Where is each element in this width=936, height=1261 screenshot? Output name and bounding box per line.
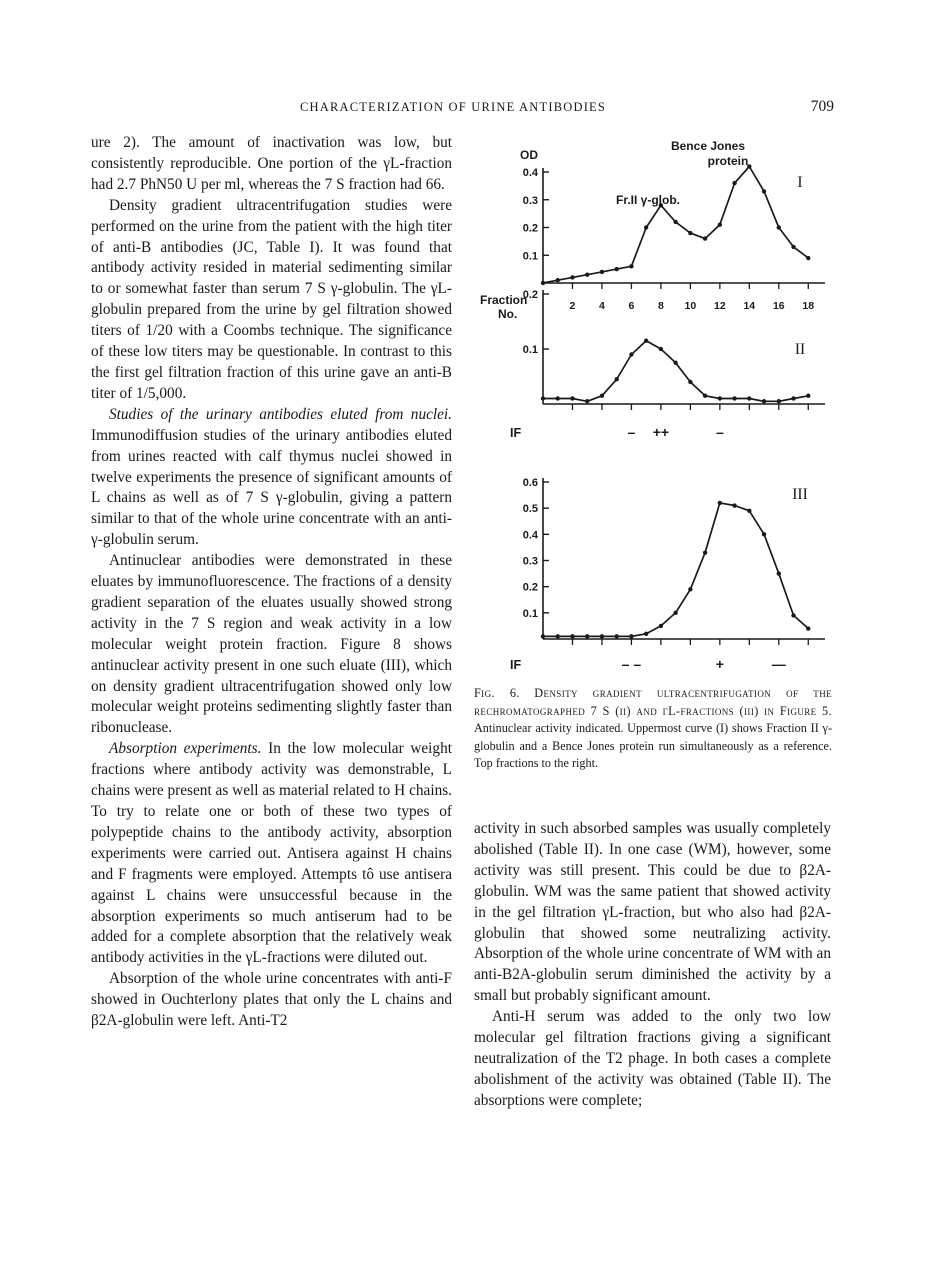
data-point (718, 396, 722, 400)
x-tick-label: 10 (684, 300, 697, 312)
paragraph-text: Absorption of the whole urine concentrates with anti-F showed in Ouchterlony plates that only the L chains and β2A-globulin were left. Anti-T2 (91, 970, 452, 1030)
data-point (614, 377, 618, 381)
data-point (718, 223, 722, 227)
x-tick-label: 18 (802, 300, 815, 312)
paragraph-text: Immunodiffusion studies of the urinary antibodies eluted from urines reacted with calf thymus nuclei showed in twelve experiments the presence of significant amounts of L chains as well as of 7 S γ-globulin, giving a pattern similar to that of the whole urine concentrate with an anti-γ-globulin serum. (91, 426, 452, 549)
page-header (90, 100, 834, 122)
section-heading: Absorption experiments. (109, 740, 262, 758)
data-point (777, 399, 781, 403)
data-point (688, 231, 692, 235)
data-point (791, 245, 795, 249)
y-tick-label: 0.4 (522, 167, 538, 179)
paragraph-text: Density gradient ultracentrifugation studies were performed on the urine from the patient with the high titer of anti-B antibodies (JC, Table I). It was found that antibody activity resided in material sedimenting similar to or somewhat faster than serum 7 S γ-globulin. The γL-globulin prepared from the urine by gel filtration showed titers of 1/20 with a Coombs technique. The significance of these low titers may be questionable. In contrast to this the first gel filtration fraction of this urine gave an anti-B titer of 1/5,000. (91, 196, 452, 402)
y-axis-title: OD (520, 148, 538, 162)
y-tick-label: 0.3 (522, 194, 538, 207)
y-tick-label: 0.1 (522, 607, 538, 620)
data-point (703, 236, 707, 240)
data-point (777, 571, 781, 575)
section-heading: Studies of the urinary antibodies eluted from nuclei. (109, 405, 452, 423)
y-tick-label: 0.3 (522, 555, 538, 568)
data-point (806, 394, 810, 398)
activity-marker: – – (621, 656, 642, 672)
series-line (543, 167, 808, 284)
figure-6 (470, 132, 832, 687)
activity-marker: ++ (652, 424, 670, 440)
paragraph-text: Anti-H serum was added to the only two low molecular gel filtration fractions giving a significant neutralization of the T2 phage. In both cases a complete abolishment of the activity was obtained (Table II). The absorptions were complete; (474, 1008, 831, 1109)
data-point (673, 220, 677, 224)
running-title: CHARACTERIZATION OF URINE ANTIBODIES (300, 100, 607, 114)
y-tick-label: 0.2 (522, 581, 538, 594)
y-tick-label: 0.6 (522, 477, 538, 489)
data-point (703, 550, 707, 554)
data-point (659, 347, 663, 351)
series-line (543, 503, 808, 637)
x-tick-label: 16 (772, 300, 785, 312)
activity-marker: + (715, 656, 724, 672)
caption-title: Density gradient ultracentrifugation of the rechromatographed 7 S (ii) and γL-fractions (iii) in Figure 5. (474, 686, 832, 718)
y-tick-label: 0.2 (522, 289, 538, 301)
right-column (474, 819, 831, 1112)
page-number: 709 (810, 98, 834, 115)
right-paragraph (474, 1007, 831, 1112)
data-point (688, 380, 692, 384)
data-point (629, 264, 633, 268)
data-point (570, 634, 574, 638)
y-tick-label: 0.1 (522, 344, 538, 356)
data-point (585, 399, 589, 403)
figure-caption (474, 685, 832, 773)
paragraph-text: ure 2). The amount of inactivation was low, but consistently reproducible. One portion of the γL-fraction had 2.7 PhN50 U per ml, whereas the 7 S fraction had 66. (91, 134, 452, 193)
caption-label: Fig. 6. (474, 686, 520, 700)
activity-marker: — (771, 656, 786, 672)
y-tick-label: 0.1 (522, 250, 538, 263)
data-point (644, 225, 648, 229)
density-gradient-chart (470, 132, 832, 682)
series-line (543, 341, 808, 402)
left-paragraph (91, 405, 452, 551)
data-point (629, 352, 633, 356)
left-paragraph (91, 551, 452, 739)
data-point (673, 361, 677, 365)
data-point (791, 396, 795, 400)
data-point (732, 396, 736, 400)
y-tick-label: 0.2 (522, 222, 538, 235)
data-point (585, 272, 589, 276)
data-point (659, 624, 663, 628)
data-point (644, 632, 648, 636)
activity-marker: – (627, 424, 636, 440)
data-point (791, 613, 795, 617)
data-point (600, 270, 604, 274)
left-paragraph (91, 739, 452, 969)
right-paragraph (474, 819, 831, 1007)
annotation-label: Fr.II γ-glob. (616, 193, 681, 207)
data-point (718, 501, 722, 505)
data-point (762, 189, 766, 193)
paragraph-text: Antinuclear antibodies were demonstrated in these eluates by immunofluorescence. The fractions of a density gradient separation of the eluates usually showed strong activity in the 7 S region and weak activity in a low molecular weight protein fraction. Figure 8 shows antinuclear activity present in one such eluate (III), which on density gradient ultracentrifugation showed only low molecular weight proteins sedimenting slightly faster than ribonuclease. (91, 552, 452, 737)
x-tick-label: 12 (713, 300, 726, 312)
data-point (629, 634, 633, 638)
x-tick-label: 6 (628, 300, 635, 312)
paragraph-text: activity in such absorbed samples was usually completely abolished (Table II). In one case (WM), however, some activity was still present. This could be due to β2A-globulin. WM was the same patient that showed activity in the gel filtration γL-fraction, but who also had β2A-globulin that showed some neutralizing activity. Absorption of the whole urine concentrate of WM with an anti-B2A-globulin serum diminished the activity by a small but probably significant amount. (474, 820, 831, 1005)
data-point (570, 396, 574, 400)
x-tick-label: 14 (743, 300, 756, 312)
data-point (600, 394, 604, 398)
activity-row-label: IF (510, 658, 522, 672)
left-paragraph (91, 196, 452, 405)
data-point (806, 256, 810, 260)
data-point (806, 626, 810, 630)
data-point (777, 225, 781, 229)
y-tick-label: 0.4 (522, 529, 538, 542)
data-point (614, 267, 618, 271)
data-point (585, 634, 589, 638)
caption-body: Antinuclear activity indicated. Uppermost curve (I) shows Fraction II γ-globulin and a Bence Jones protein run simultaneously as a reference. Top fractions to the right. (474, 721, 832, 771)
left-paragraph (91, 969, 452, 1032)
x-axis-title: Fraction (480, 293, 528, 307)
data-point (556, 278, 560, 282)
left-column (91, 133, 452, 1032)
data-point (762, 532, 766, 536)
x-axis-title: No. (498, 307, 518, 321)
data-point (673, 611, 677, 615)
panel-label: II (794, 341, 806, 358)
data-point (541, 396, 545, 400)
data-point (556, 396, 560, 400)
data-point (541, 634, 545, 638)
panel-label: III (792, 486, 808, 503)
data-point (703, 394, 707, 398)
data-point (747, 396, 751, 400)
activity-row-label: IF (510, 426, 522, 440)
data-point (762, 399, 766, 403)
data-point (644, 339, 648, 343)
data-point (541, 281, 545, 285)
data-point (556, 634, 560, 638)
x-tick-label: 8 (657, 300, 664, 312)
data-point (732, 181, 736, 185)
data-point (570, 275, 574, 279)
activity-marker: – (715, 424, 724, 440)
data-point (747, 509, 751, 513)
annotation-label: protein (707, 154, 749, 168)
data-point (688, 587, 692, 591)
panel-label: I (797, 174, 803, 191)
data-point (600, 634, 604, 638)
annotation-label: Bence Jones (670, 139, 746, 153)
paragraph-text: In the low molecular weight fractions where antibody activity was demonstrable, L chains were present as well as material related to H chains. To try to relate one or both of these two types of polypeptide chains to the antibody activity, absorption experiments were carried out. Antisera against H chains and F fragments were employed. Attempts tô use antisera against L chains were unsuccessful because in the absorption experiments so much antiserum had to be added for a complete absorption that the relatively weak antibody activities in the γL-fractions were diluted out. (91, 740, 452, 967)
x-tick-label: 4 (599, 300, 605, 312)
data-point (614, 634, 618, 638)
y-tick-label: 0.5 (522, 503, 538, 516)
x-tick-label: 2 (569, 300, 576, 312)
data-point (732, 503, 736, 507)
left-paragraph (91, 133, 452, 196)
